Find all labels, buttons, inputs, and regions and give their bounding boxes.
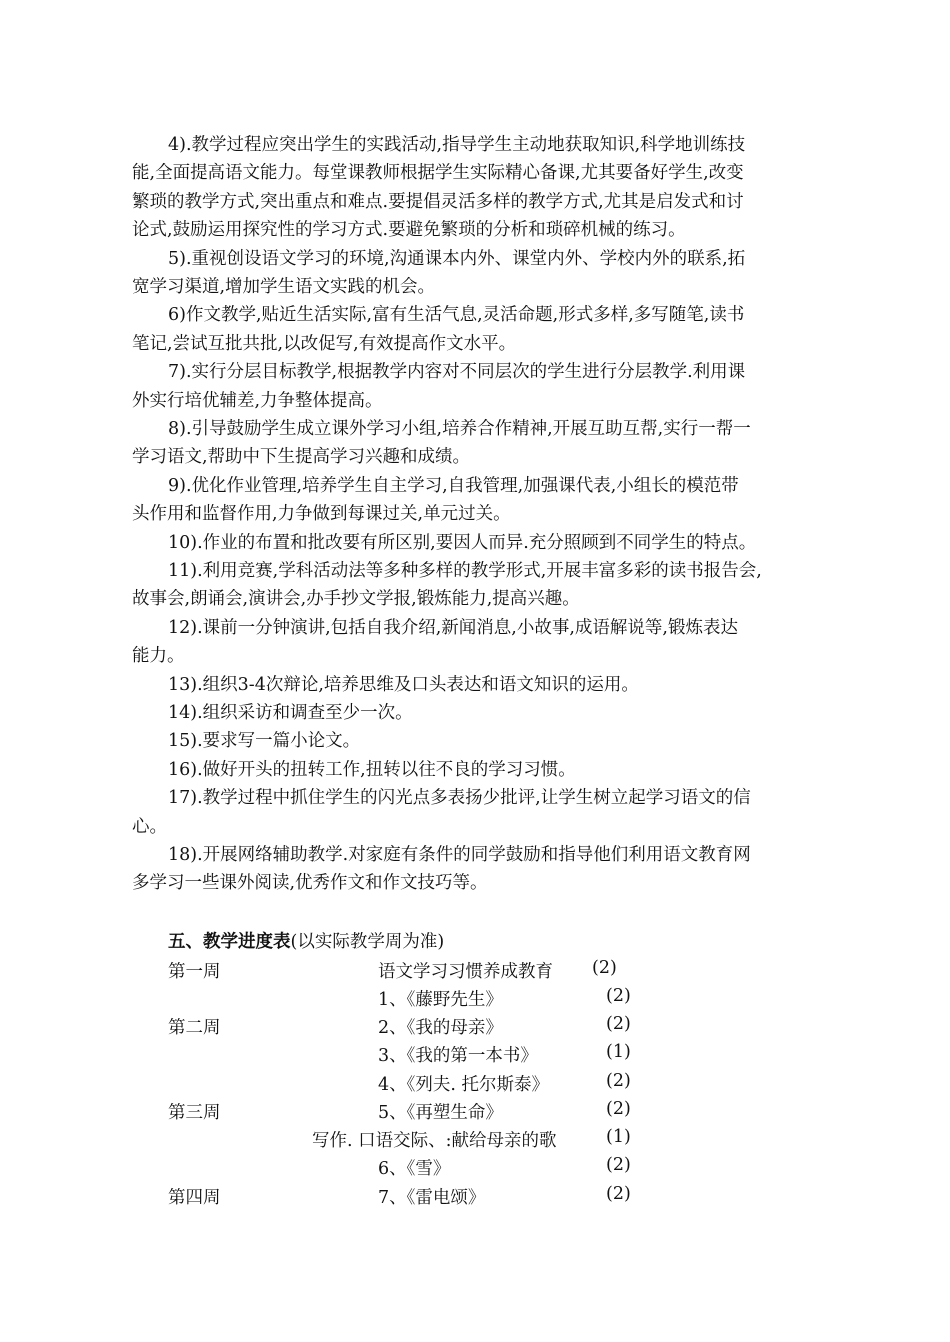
list-item-first-line: 6)作文教学,贴近生活实际,富有生活气息,灵活命题,形式多样,多写随笔,读书 xyxy=(168,305,745,326)
list-item-first-line: 15).要求写一篇小论文。 xyxy=(168,731,361,752)
hours-cell: (1) xyxy=(606,1127,631,1147)
table-row xyxy=(0,1155,950,1183)
list-item xyxy=(132,358,828,415)
week-cell: 第三周 xyxy=(168,1103,221,1123)
list-item-continuation-line: 论式,鼓励运用探究性的学习方式.要避免繁琐的分析和琐碎机械的练习。 xyxy=(132,220,686,241)
list-item-continuation-line: 学习语文,帮助中下生提高学习兴趣和成绩。 xyxy=(132,447,471,468)
list-item-first-line: 5).重视创设语文学习的环境,沟通课本内外、课堂内外、学校内外的联系,拓 xyxy=(168,248,746,269)
list-item-first-line: 7).实行分层目标教学,根据教学内容对不同层次的学生进行分层教学.利用课 xyxy=(168,362,746,383)
lesson-cell: 3、《我的第一本书》 xyxy=(378,1046,538,1066)
hours-cell: (2) xyxy=(606,1184,631,1204)
list-item-continuation-line: 多学习一些课外阅读,优秀作文和作文技巧等。 xyxy=(132,873,488,894)
lesson-cell: 4、《列夫. 托尔斯泰》 xyxy=(378,1075,550,1095)
table-row xyxy=(0,1184,950,1212)
list-item xyxy=(132,245,828,302)
schedule-note: (以实际教学周为准) xyxy=(290,932,445,952)
list-item-first-line: 12).课前一分钟演讲,包括自我介绍,新闻消息,小故事,成语解说等,锻炼表达 xyxy=(168,617,738,638)
lesson-cell: 5、《再塑生命》 xyxy=(378,1103,503,1123)
hours-cell: (2) xyxy=(606,1155,631,1175)
hours-cell: (1) xyxy=(606,1042,631,1062)
table-row xyxy=(0,958,950,986)
hours-cell: (2) xyxy=(606,986,631,1006)
list-item-first-line: 17).教学过程中抓住学生的闪光点多表扬少批评,让学生树立起学习语文的信 xyxy=(168,788,751,809)
list-item-continuation-line: 宽学习渠道,增加学生语文实践的机会。 xyxy=(132,277,436,297)
hours-cell: (2) xyxy=(606,1014,631,1034)
week-cell: 第一周 xyxy=(168,962,221,982)
list-item-continuation-line: 繁琐的教学方式,突出重点和难点.要提倡灵活多样的教学方式,尤其是启发式和讨 xyxy=(132,191,744,212)
table-row xyxy=(0,1099,950,1127)
list-item xyxy=(132,301,828,358)
week-cell: 第二周 xyxy=(168,1018,221,1038)
week-cell: 第四周 xyxy=(168,1188,221,1208)
schedule-title: 五、教学进度表 xyxy=(168,932,291,952)
list-item-first-line: 13).组织3-4次辩论,培养思维及口头表达和语文知识的运用。 xyxy=(168,674,639,695)
list-item xyxy=(132,841,828,898)
schedule-heading xyxy=(168,928,444,953)
hours-cell: (2) xyxy=(592,958,617,978)
list-item xyxy=(168,727,828,755)
lesson-cell: 2、《我的母亲》 xyxy=(378,1018,503,1038)
list-item xyxy=(132,472,828,529)
list-item-first-line: 9).优化作业管理,培养学生自主学习,自我管理,加强课代表,小组长的模范带 xyxy=(168,475,739,496)
table-row xyxy=(0,1127,950,1155)
list-item-continuation-line: 头作用和监督作用,力争做到每课过关,单元过关。 xyxy=(132,504,511,525)
list-item-first-line: 8).引导鼓励学生成立课外学习小组,培养合作精神,开展互助互帮,实行一帮一 xyxy=(168,419,751,439)
list-item-continuation-line: 心。 xyxy=(132,816,167,837)
list-item xyxy=(168,699,828,727)
list-item-continuation-line: 能,全面提高语文能力。每堂课教师根据学生实际精心备课,尤其要备好学生,改变 xyxy=(132,163,744,184)
list-item xyxy=(132,131,828,245)
lesson-cell: 写作. 口语交际、:献给母亲的歌 xyxy=(312,1131,557,1151)
list-item-first-line: 18).开展网络辅助教学.对家庭有条件的同学鼓励和指导他们利用语文教育网 xyxy=(168,845,751,865)
list-item-continuation-line: 故事会,朗诵会,演讲会,办手抄文学报,锻炼能力,提高兴趣。 xyxy=(132,589,580,610)
list-item xyxy=(132,557,828,614)
list-item xyxy=(168,756,828,784)
list-item-first-line: 16).做好开头的扭转工作,扭转以往不良的学习习惯。 xyxy=(168,759,576,780)
table-row xyxy=(0,1014,950,1042)
lesson-cell: 1、《藤野先生》 xyxy=(378,990,503,1010)
hours-cell: (2) xyxy=(606,1099,631,1119)
list-item xyxy=(168,529,828,557)
list-item-first-line: 11).利用竞赛,学科活动法等多种多样的教学形式,开展丰富多彩的读书报告会, xyxy=(168,561,762,581)
list-item xyxy=(132,784,828,841)
list-item-first-line: 4).教学过程应突出学生的实践活动,指导学生主动地获取知识,科学地训练技 xyxy=(168,135,746,155)
table-row xyxy=(0,1042,950,1070)
list-item-continuation-line: 能力。 xyxy=(132,646,185,667)
list-item-first-line: 14).组织采访和调查至少一次。 xyxy=(168,703,413,723)
hours-cell: (2) xyxy=(606,1071,631,1091)
lesson-cell: 6、《雪》 xyxy=(378,1159,451,1179)
list-item xyxy=(168,671,828,699)
lesson-cell: 7、《雷电颂》 xyxy=(378,1188,486,1208)
lesson-cell: 语文学习习惯养成教育 xyxy=(378,962,553,982)
list-item xyxy=(132,415,828,472)
table-row xyxy=(0,986,950,1014)
list-item-continuation-line: 笔记,尝试互批共批,以改促写,有效提高作文水平。 xyxy=(132,333,517,354)
list-item xyxy=(132,614,828,671)
list-item-first-line: 10).作业的布置和批改要有所区别,要因人而异.充分照顾到不同学生的特点。 xyxy=(168,532,757,553)
table-row xyxy=(0,1071,950,1099)
list-item-continuation-line: 外实行培优辅差,力争整体提高。 xyxy=(132,390,383,411)
